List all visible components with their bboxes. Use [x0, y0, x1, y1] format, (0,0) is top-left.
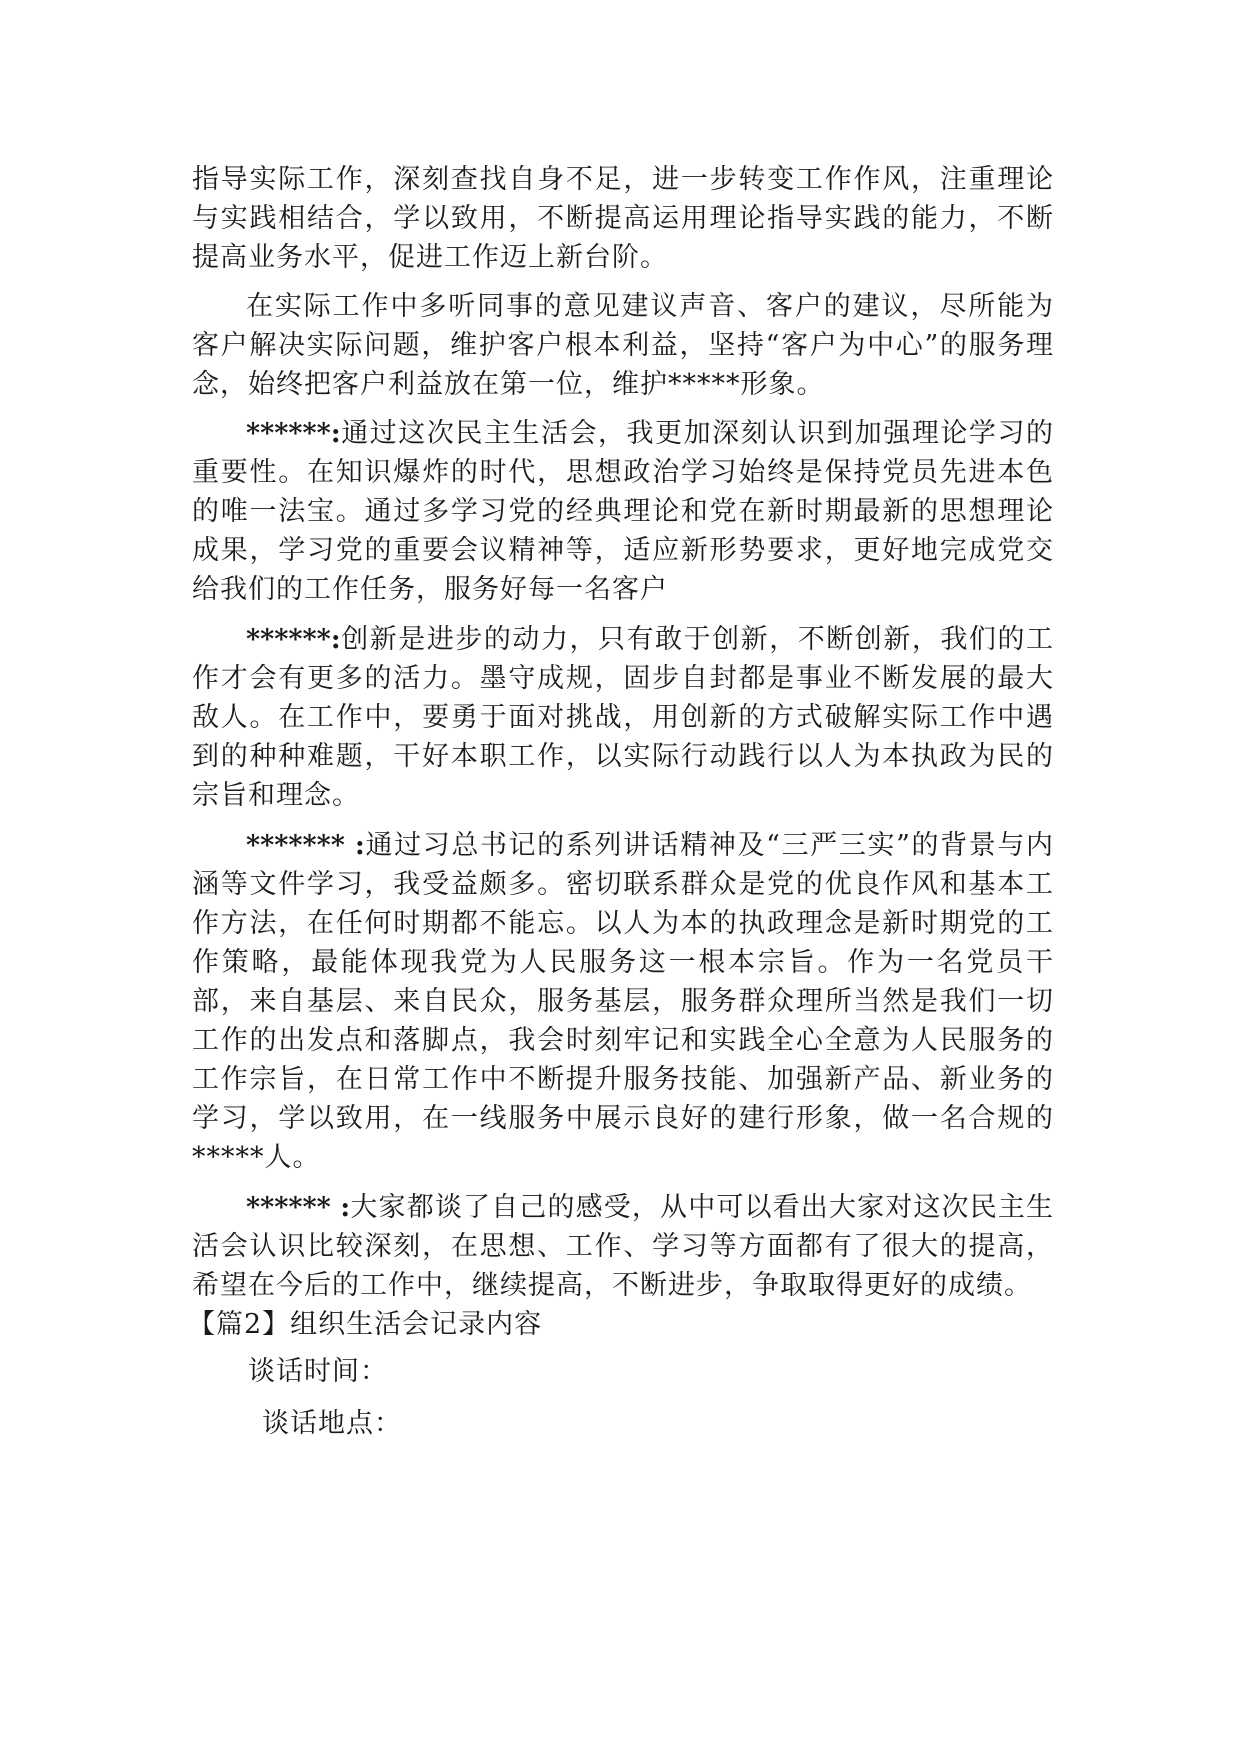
speech-text: 通过习总书记的系列讲话精神及“三严三实”的背景与内涵等文件学习，我受益颇多。密切联系群众是党的优良作风和基本工作方法，在任何时期都不能忘。以人为本的执政理念是新时期党的工作策略，最能体现我党为人民服务这一根本宗旨。作为一名党员干部，来自基层、来自民众，服务基层，服务群众理所当然是我们一切工作的出发点和落脚点，我会时刻牢记和实践全心全意为人民服务的工作宗旨，在日常工作中不断提升服务技能、加强新产品、新业务的学习，学以致用，在一线服务中展示良好的建行形象，做一名合规的*****人。: [192, 830, 1054, 1173]
talk-place-label: 谈话地点：: [262, 1408, 402, 1439]
speaker-label: ******:: [246, 624, 341, 655]
speech-4: [192, 1188, 1054, 1305]
speech-3: [192, 826, 1054, 1177]
paragraph-customer: 在实际工作中多听同事的意见建议声音、客户的建议，尽所能为客户解决实际问题，维护客户根本利益，坚持“客户为中心”的服务理念，始终把客户利益放在第一位，维护*****形象。: [192, 291, 1054, 400]
speech-text: 大家都谈了自己的感受，从中可以看出大家对这次民主生活会认识比较深刻，在思想、工作、学习等方面都有了很大的提高，希望在今后的工作中，继续提高，不断进步，争取取得更好的成绩。: [192, 1192, 1055, 1301]
speech-text: 创新是进步的动力，只有敢于创新，不断创新，我们的工作才会有更多的活力。墨守成规，固步自封都是事业不断发展的最大敌人。在工作中，要勇于面对挑战，用创新的方式破解实际工作中遇到的种种难题，干好本职工作，以实际行动践行以人为本执政为民的宗旨和理念。: [192, 624, 1054, 811]
section-heading: 【篇2】组织生活会记录内容: [188, 1309, 543, 1340]
paragraph-continuation: 指导实际工作，深刻查找自身不足，进一步转变工作作风，注重理论与实践相结合，学以致用，不断提高运用理论指导实践的能力，不断提高业务水平，促进工作迈上新台阶。: [192, 164, 1054, 273]
speech-1: [192, 414, 1054, 609]
speech-2: [192, 620, 1054, 815]
speech-text: 通过这次民主生活会，我更加深刻认识到加强理论学习的重要性。在知识爆炸的时代，思想政治学习始终是保持党员先进本色的唯一法宝。通过多学习党的经典理论和党在新时期最新的思想理论成果，学习党的重要会议精神等，适应新形势要求，更好地完成党交给我们的工作任务，服务好每一名客户: [192, 418, 1054, 605]
talk-time-label: 谈话时间：: [248, 1356, 388, 1387]
speaker-label: ******:: [246, 418, 341, 449]
speaker-label: ****** :: [246, 1192, 351, 1223]
speaker-label: ******* :: [246, 830, 365, 861]
